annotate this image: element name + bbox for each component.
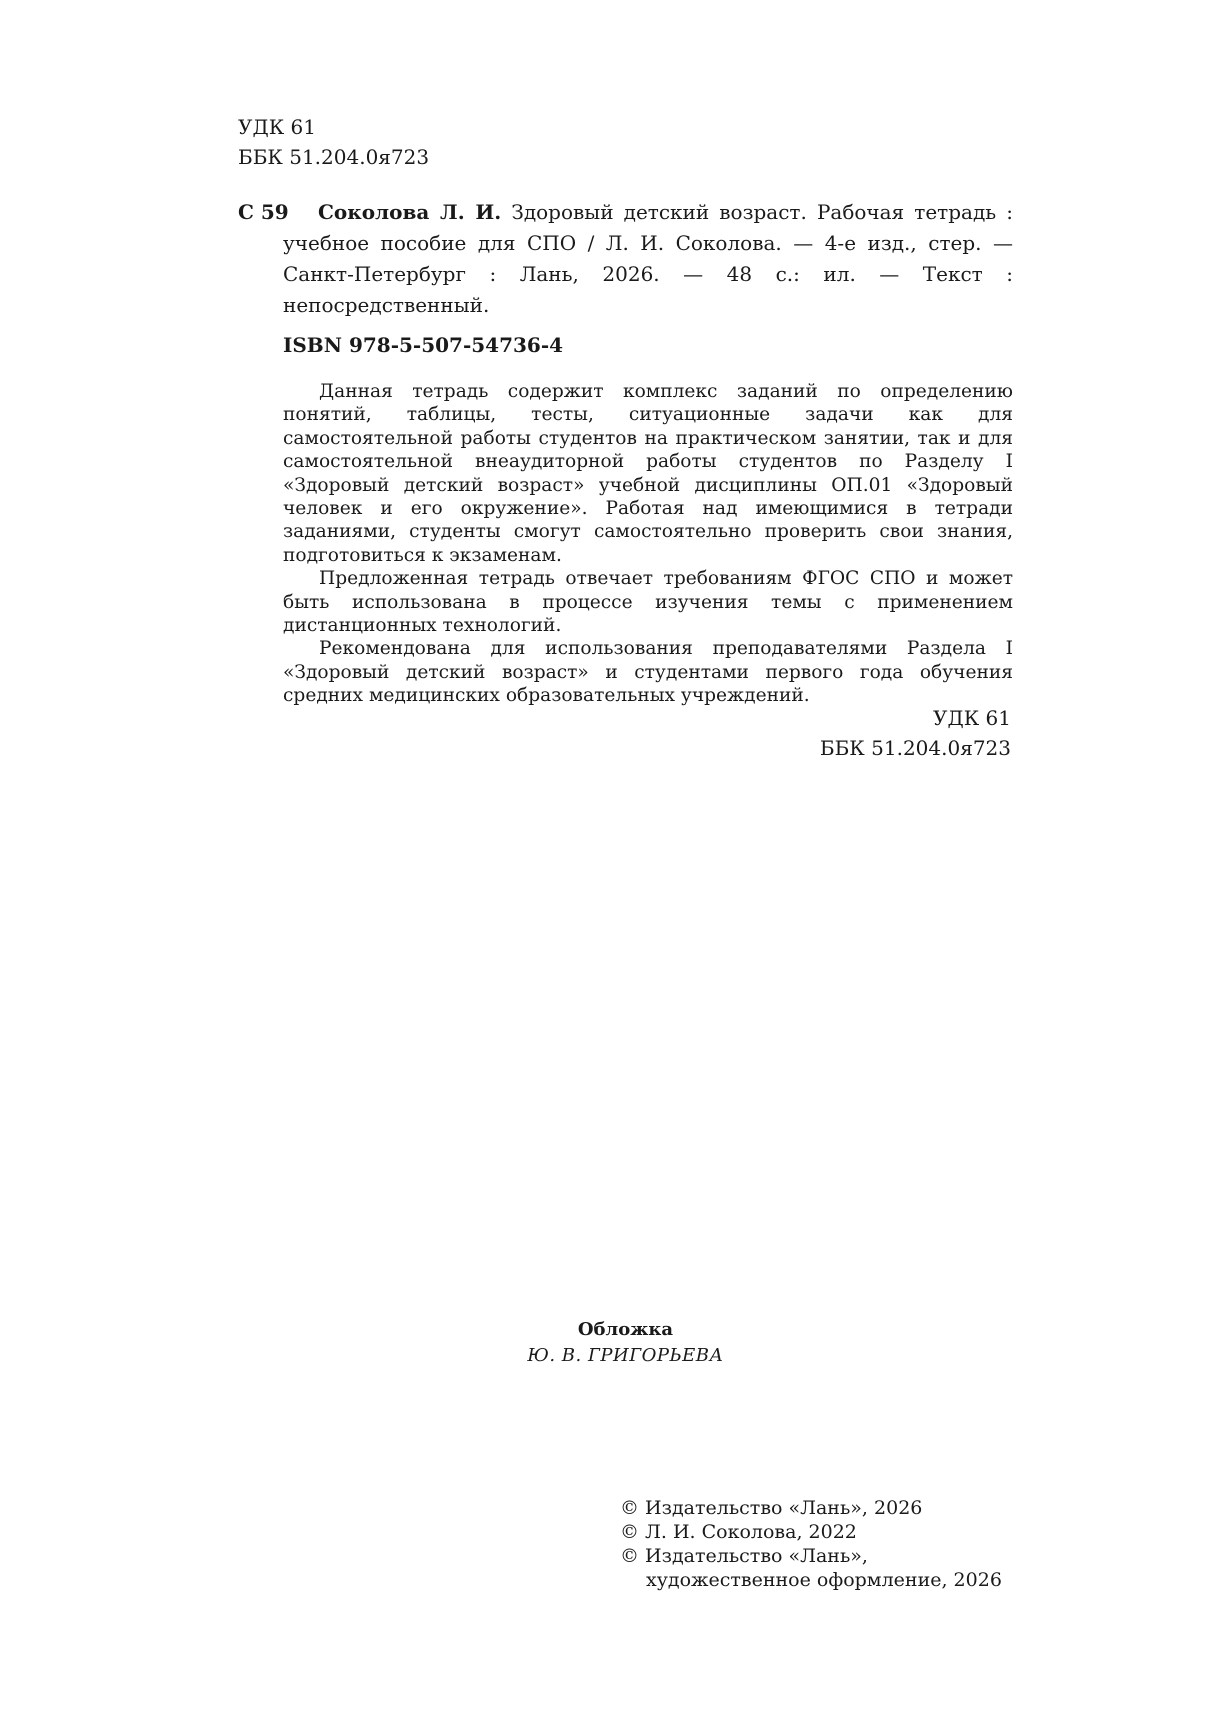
annotation-paragraph: Предложенная тетрадь отвечает требованиям ФГОС СПО и может быть использована в процессе изучения темы с применением дистанционных технологий.	[283, 568, 1013, 637]
copyright-line: © Издательство «Лань»,	[620, 1545, 868, 1567]
copyright-line: © Л. И. Соколова, 2022	[620, 1521, 857, 1543]
copyright-line: © Издательство «Лань», 2026	[620, 1497, 923, 1519]
classification-bottom	[820, 703, 1011, 763]
annotation-paragraph: Рекомендована для использования преподавателями Раздела I «Здоровый детский возраст» и студентами первого года обучения средних медицинских образовательных учреждений.	[283, 638, 1013, 707]
author-name: Соколова Л. И.	[318, 200, 502, 224]
bbk-code: ББК 51.204.0я723	[819, 736, 1011, 760]
cover-credit	[0, 1317, 1211, 1369]
annotation	[283, 380, 1013, 708]
bibliographic-description	[238, 197, 1013, 321]
udk-code: УДК 61	[238, 115, 316, 139]
copyright-continuation: художественное оформление, 2026	[646, 1569, 1002, 1591]
author-mark: С 59	[238, 200, 289, 224]
udk-code: УДК 61	[933, 706, 1011, 730]
copyright-block	[620, 1496, 1002, 1592]
cover-designer: Ю. В. ГРИГОРЬЕВА	[527, 1345, 724, 1366]
bbk-code: ББК 51.204.0я723	[238, 145, 430, 169]
cover-label: Обложка	[577, 1319, 674, 1340]
annotation-paragraph: Данная тетрадь содержит комплекс заданий по определению понятий, таблицы, тесты, ситуационные задачи как для самостоятельной работы студентов на практическом занятии, так и для самостоятельной внеаудиторной работы студентов по Разделу I «Здоровый детский возраст» учебной дисциплины ОП.01 «Здоровый человек и его окружение». Работая над имеющимися в тетради заданиями, студенты смогут самостоятельно проверить свои знания, подготовиться к экзаменам.	[283, 381, 1013, 566]
isbn-number: ISBN 978-5-507-54736-4	[283, 333, 564, 357]
classification-top	[238, 112, 429, 172]
record-description: Здоровый детский возраст. Рабочая тетрадь : учебное пособие для СПО / Л. И. Соколова. — 4-е изд., стер. — Санкт-Петербург : Лань, 2026. — 48 с.: ил. — Текст : непосредственный.	[283, 200, 1013, 317]
bibliographic-record	[238, 197, 1013, 321]
